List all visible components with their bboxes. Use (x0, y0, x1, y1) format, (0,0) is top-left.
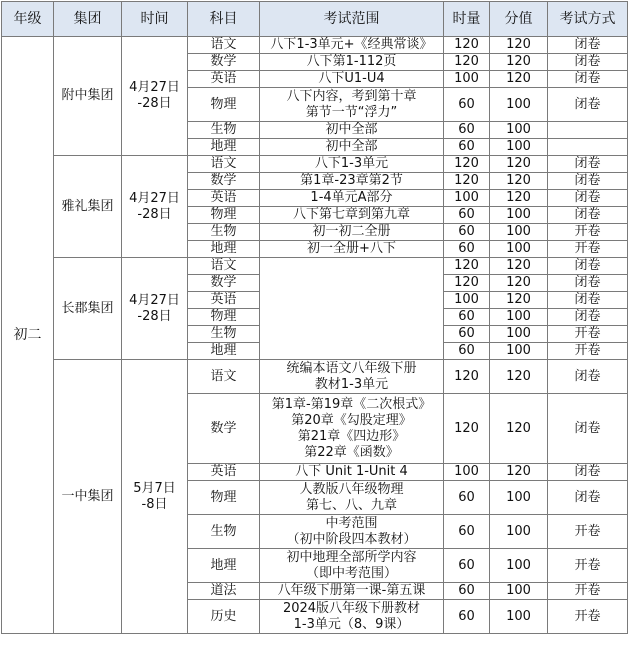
score-cell: 100 (490, 241, 548, 258)
cell-line: 4月27日 (129, 80, 180, 95)
cell-line: 1-3单元（8、9课） (293, 616, 410, 632)
cell-line: 八下U1-U4 (318, 71, 385, 86)
score-cell: 100 (490, 88, 548, 122)
date-cell (122, 156, 188, 258)
table-row (2, 156, 628, 173)
subject-cell: 地理 (188, 549, 260, 583)
exam-mode-cell: 开卷 (548, 515, 628, 549)
subject-cell: 数学 (188, 173, 260, 190)
cell-line: 统编本语文八年级下册 (286, 360, 417, 376)
exam-schedule-table (1, 1, 628, 634)
cell-line: 5月7日 (133, 480, 176, 496)
scope-cell (260, 88, 444, 122)
score-cell: 100 (490, 326, 548, 343)
cell-line: 第20章《勾股定理》 (291, 412, 412, 428)
cell-line: 中考范围 (325, 515, 378, 531)
header-row (2, 2, 628, 37)
header-cell: 科目 (188, 2, 260, 37)
scope-cell (260, 71, 444, 88)
cell-line: （初中阶段四本教材） (286, 531, 417, 547)
subject-cell: 语文 (188, 258, 260, 275)
duration-cell: 60 (444, 122, 490, 139)
score-cell: 120 (490, 275, 548, 292)
cell-line: 八年级下册第一课-第五课 (277, 583, 426, 598)
date-cell (122, 37, 188, 156)
score-cell: 120 (490, 360, 548, 394)
subject-cell: 英语 (188, 464, 260, 481)
duration-cell: 100 (444, 71, 490, 88)
duration-cell: 120 (444, 360, 490, 394)
cell-line: 第22章《函数》 (304, 444, 399, 460)
duration-cell: 60 (444, 583, 490, 600)
duration-cell: 100 (444, 464, 490, 481)
scope-cell (260, 190, 444, 207)
cell-line: 2024版八年级下册教材 (282, 600, 421, 616)
exam-mode-cell: 开卷 (548, 600, 628, 634)
date-cell (122, 360, 188, 634)
duration-cell: 100 (444, 292, 490, 309)
duration-cell: 60 (444, 88, 490, 122)
exam-mode-cell: 闭卷 (548, 360, 628, 394)
score-cell: 100 (490, 481, 548, 515)
group-name-cell: 一中集团 (54, 360, 122, 634)
score-cell: 120 (490, 156, 548, 173)
cell-line: 第节一节“浮力” (305, 104, 398, 120)
exam-mode-cell: 闭卷 (548, 37, 628, 54)
header-cell: 年级 (2, 2, 54, 37)
score-cell: 100 (490, 343, 548, 360)
grade-cell: 初二 (2, 37, 54, 634)
score-cell: 120 (490, 54, 548, 71)
subject-cell: 物理 (188, 207, 260, 224)
cell-line: 第1章-第19章《二次根式》 (271, 396, 432, 412)
score-cell: 120 (490, 71, 548, 88)
score-cell: 120 (490, 37, 548, 54)
duration-cell: 60 (444, 224, 490, 241)
duration-cell: 60 (444, 515, 490, 549)
score-cell: 100 (490, 583, 548, 600)
cell-line: 八下1-3单元+《经典常谈》 (270, 37, 433, 52)
cell-line: 第1章-23章第2节 (300, 173, 403, 188)
exam-mode-cell: 闭卷 (548, 54, 628, 71)
scope-cell (260, 600, 444, 634)
score-cell: 100 (490, 309, 548, 326)
scope-cell (260, 241, 444, 258)
subject-cell: 生物 (188, 224, 260, 241)
score-cell: 120 (490, 190, 548, 207)
subject-cell: 地理 (188, 139, 260, 156)
scope-cell (260, 224, 444, 241)
cell-line: 4月27日 (129, 292, 180, 308)
scope-cell (260, 139, 444, 156)
header-cell: 时量 (444, 2, 490, 37)
exam-mode-cell: 闭卷 (548, 481, 628, 515)
exam-mode-cell: 闭卷 (548, 207, 628, 224)
duration-cell: 60 (444, 207, 490, 224)
cell-line: -28日 (137, 206, 172, 222)
duration-cell: 60 (444, 600, 490, 634)
exam-mode-cell: 闭卷 (548, 275, 628, 292)
scope-cell (260, 37, 444, 54)
cell-line: 初中全部 (325, 122, 378, 137)
exam-mode-cell (548, 139, 628, 156)
cell-line: 第七、八、九章 (305, 497, 397, 513)
subject-cell: 道法 (188, 583, 260, 600)
subject-cell: 英语 (188, 71, 260, 88)
score-cell: 100 (490, 515, 548, 549)
exam-mode-cell: 闭卷 (548, 258, 628, 275)
exam-mode-cell: 开卷 (548, 224, 628, 241)
exam-mode-cell: 闭卷 (548, 394, 628, 464)
duration-cell: 60 (444, 139, 490, 156)
scope-cell (260, 54, 444, 71)
exam-mode-cell: 开卷 (548, 343, 628, 360)
duration-cell: 60 (444, 481, 490, 515)
cell-line: 4月27日 (129, 190, 180, 206)
scope-cell (260, 583, 444, 600)
header-cell: 时间 (122, 2, 188, 37)
cell-line: 八下 Unit 1-Unit 4 (295, 464, 408, 479)
subject-cell: 地理 (188, 343, 260, 360)
subject-cell: 英语 (188, 190, 260, 207)
header-cell: 分值 (490, 2, 548, 37)
scope-cell (260, 549, 444, 583)
cell-line: 八下第七章到第九章 (292, 207, 410, 222)
group-name-cell: 附中集团 (54, 37, 122, 156)
scope-cell (260, 360, 444, 394)
exam-mode-cell: 开卷 (548, 326, 628, 343)
subject-cell: 地理 (188, 241, 260, 258)
table-row (2, 37, 628, 54)
duration-cell: 60 (444, 309, 490, 326)
exam-mode-cell: 开卷 (548, 549, 628, 583)
table-row (2, 360, 628, 394)
scope-cell (260, 173, 444, 190)
score-cell: 100 (490, 207, 548, 224)
scope-cell (260, 122, 444, 139)
header-cell: 考试方式 (548, 2, 628, 37)
scope-cell (260, 156, 444, 173)
exam-mode-cell: 开卷 (548, 583, 628, 600)
score-cell: 100 (490, 549, 548, 583)
cell-line: 初一全册+八下 (307, 241, 396, 256)
cell-line: 初中地理全部所学内容 (286, 549, 417, 565)
score-cell: 100 (490, 224, 548, 241)
scope-cell (260, 515, 444, 549)
duration-cell: 120 (444, 156, 490, 173)
subject-cell: 生物 (188, 515, 260, 549)
score-cell: 100 (490, 139, 548, 156)
subject-cell: 物理 (188, 309, 260, 326)
exam-mode-cell: 闭卷 (548, 156, 628, 173)
subject-cell: 物理 (188, 88, 260, 122)
score-cell: 120 (490, 394, 548, 464)
date-cell (122, 258, 188, 360)
duration-cell: 60 (444, 326, 490, 343)
scope-cell (260, 394, 444, 464)
duration-cell: 60 (444, 343, 490, 360)
subject-cell: 语文 (188, 37, 260, 54)
subject-cell: 生物 (188, 326, 260, 343)
duration-cell: 120 (444, 37, 490, 54)
duration-cell: 60 (444, 549, 490, 583)
subject-cell: 数学 (188, 54, 260, 71)
group-name-cell: 长郡集团 (54, 258, 122, 360)
exam-mode-cell: 开卷 (548, 241, 628, 258)
cell-line: 初中全部 (325, 139, 378, 154)
cell-line: 人教版八年级物理 (299, 481, 404, 497)
scope-cell (260, 481, 444, 515)
score-cell: 120 (490, 173, 548, 190)
exam-mode-cell: 闭卷 (548, 190, 628, 207)
subject-cell: 语文 (188, 360, 260, 394)
scope-cell (260, 207, 444, 224)
subject-cell: 语文 (188, 156, 260, 173)
exam-mode-cell: 闭卷 (548, 309, 628, 326)
duration-cell: 120 (444, 394, 490, 464)
cell-line: 八下1-3单元 (314, 156, 389, 171)
exam-mode-cell: 闭卷 (548, 88, 628, 122)
score-cell: 120 (490, 464, 548, 481)
subject-cell: 历史 (188, 600, 260, 634)
subject-cell: 物理 (188, 481, 260, 515)
subject-cell: 数学 (188, 394, 260, 464)
score-cell: 120 (490, 258, 548, 275)
duration-cell: 120 (444, 275, 490, 292)
scope-cell-empty (260, 258, 444, 360)
duration-cell: 60 (444, 241, 490, 258)
exam-mode-cell: 闭卷 (548, 464, 628, 481)
score-cell: 100 (490, 122, 548, 139)
duration-cell: 120 (444, 54, 490, 71)
exam-mode-cell (548, 122, 628, 139)
exam-mode-cell: 闭卷 (548, 173, 628, 190)
header-cell: 考试范围 (260, 2, 444, 37)
cell-line: -28日 (137, 308, 172, 324)
subject-cell: 数学 (188, 275, 260, 292)
scope-cell (260, 464, 444, 481)
cell-line: 八下内容，考到第十章 (286, 88, 417, 104)
header-cell: 集团 (54, 2, 122, 37)
cell-line: 初一初二全册 (312, 224, 391, 239)
cell-line: 八下第1-112页 (306, 54, 397, 69)
subject-cell: 生物 (188, 122, 260, 139)
duration-cell: 120 (444, 173, 490, 190)
table-row (2, 258, 628, 275)
score-cell: 120 (490, 292, 548, 309)
cell-line: （即中考范围） (305, 565, 397, 581)
cell-line: 1-4单元A部分 (310, 190, 393, 205)
duration-cell: 100 (444, 190, 490, 207)
group-name-cell: 雅礼集团 (54, 156, 122, 258)
cell-line: -28日 (137, 96, 172, 111)
subject-cell: 英语 (188, 292, 260, 309)
cell-line: -8日 (141, 496, 168, 512)
exam-mode-cell: 闭卷 (548, 71, 628, 88)
exam-mode-cell: 闭卷 (548, 292, 628, 309)
table-body (2, 37, 628, 634)
score-cell: 100 (490, 600, 548, 634)
cell-line: 第21章《四边形》 (297, 428, 406, 444)
cell-line: 教材1-3单元 (314, 376, 389, 392)
duration-cell: 120 (444, 258, 490, 275)
